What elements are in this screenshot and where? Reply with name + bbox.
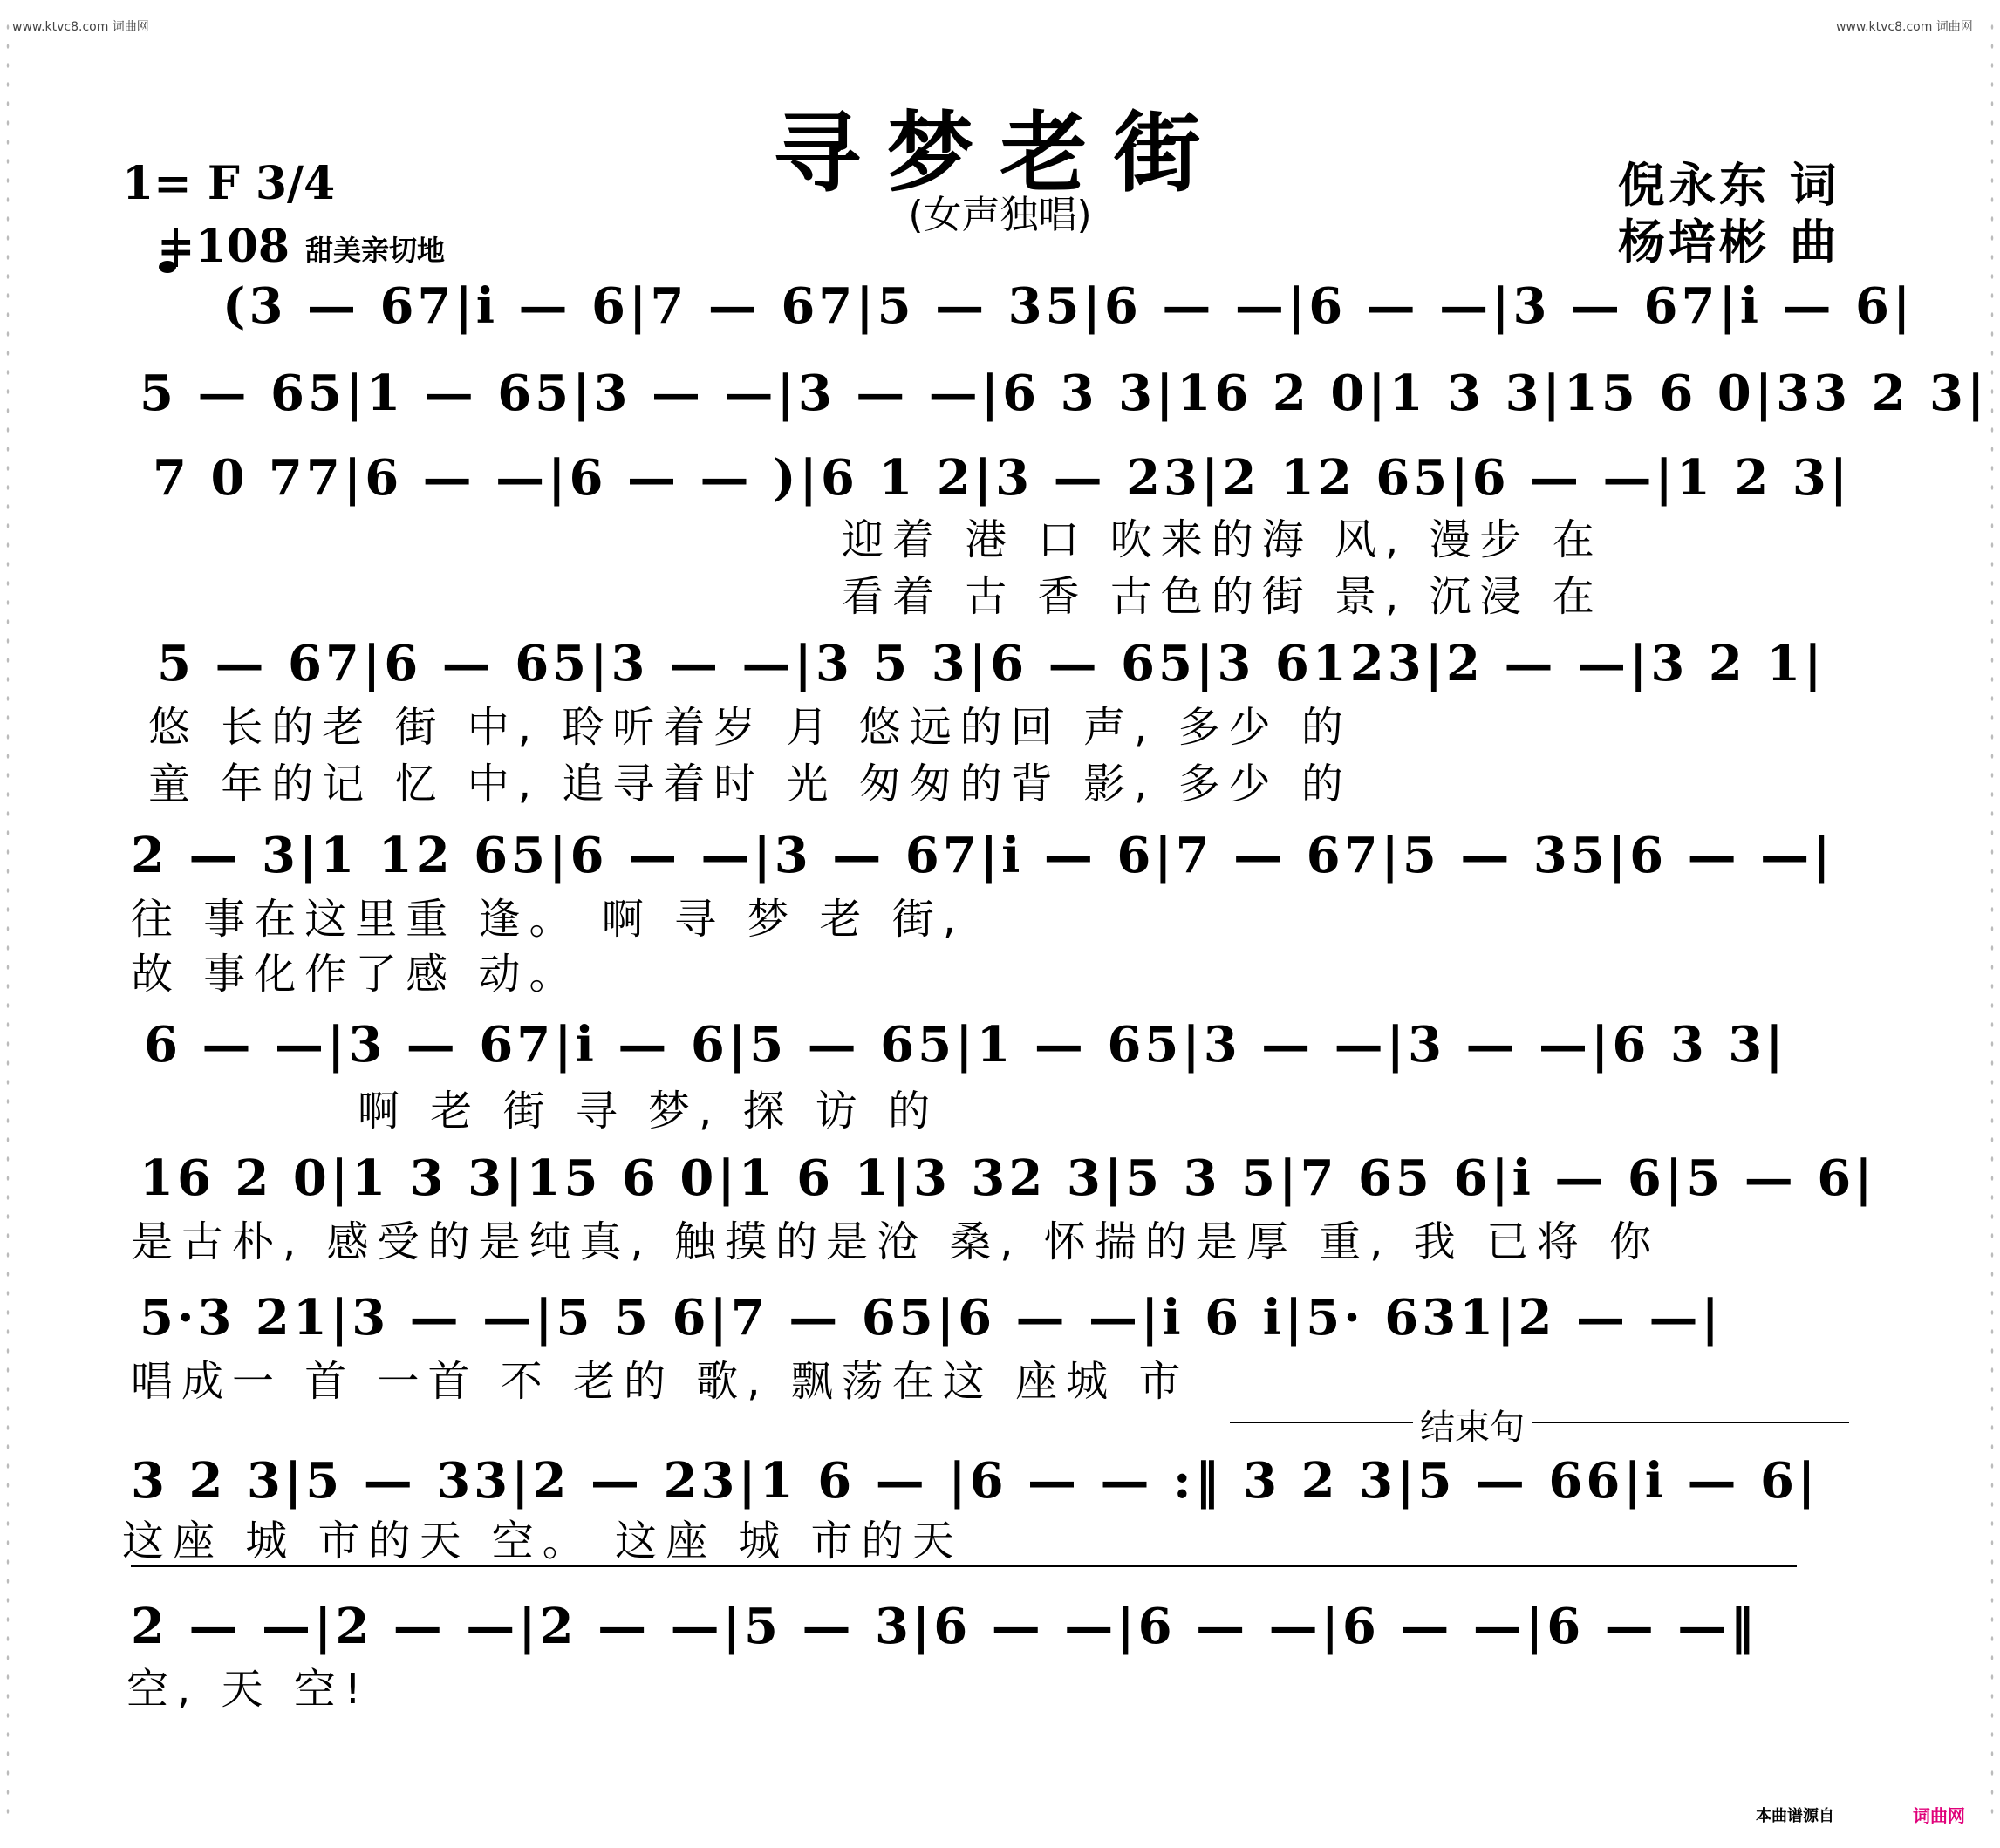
score-line-2: 5 — 65|1 — 65|3 — —|3 — —|6 3 3|16 2 0|1 3 3|15 6 0|33 2 3| — [140, 365, 1989, 422]
song-subtitle: (女声独唱) — [908, 193, 1092, 237]
system-divider-line — [131, 1565, 1797, 1567]
lyrics-line-4-verse-2: 童 年的记 忆 中, 追寻着时 光 匆匆的背 影, 多少 的 — [148, 760, 1352, 808]
right-margin-pattern — [1988, 17, 1997, 1814]
score-line-8: 5·3 21|3 — —|5 5 6|7 — 65|6 — —|i 6 i|5· 631|2 — —| — [140, 1289, 1723, 1347]
composer-credit: 杨培彬 曲 — [1618, 215, 1840, 269]
lyrics-line-5-verse-1: 往 事在这里重 逢。 啊 寻 梦 老 街, — [131, 895, 966, 944]
score-line-6: 6 — —|3 — 67|i — 6|5 — 65|1 — 65|3 — —|3 — —|6 3 3| — [144, 1016, 1787, 1074]
key-signature: 1= F 3/4 — [122, 157, 336, 210]
tempo-marking: =108 — [157, 220, 290, 273]
score-line-9: 3 2 3|5 — 33|2 — 23|1 6 — |6 — — :‖ 3 2 3|5 — 66|i — 6| — [131, 1452, 1819, 1510]
lyrics-line-3-verse-1: 迎着 港 口 吹来的海 风, 漫步 在 — [842, 515, 1603, 564]
expression-marking: 甜美亲切地 — [305, 234, 446, 267]
lyrics-line-9: 这座 城 市的天 空。 这座 城 市的天 — [122, 1517, 963, 1565]
lyrics-line-3-verse-2: 看着 古 香 古色的街 景, 沉浸 在 — [842, 572, 1603, 621]
lyrics-line-4-verse-1: 悠 长的老 街 中, 聆听着岁 月 悠远的回 声, 多少 的 — [148, 703, 1352, 752]
score-line-10: 2 — —|2 — —|2 — —|5 — 3|6 — —|6 — —|6 — —|6 — —‖ — [131, 1598, 1758, 1655]
lyricist-credit: 倪永东 词 — [1618, 158, 1840, 213]
lyrics-line-8: 唱成一 首 一首 不 老的 歌, 飘荡在这 座城 市 — [131, 1357, 1190, 1406]
lyrics-line-7: 是古朴, 感受的是纯真, 触摸的是沧 桑, 怀揣的是厚 重, 我 已将 你 — [131, 1217, 1661, 1266]
score-line-1: (3 — 67|i — 6|7 — 67|5 — 35|6 — —|6 — —|3 — 67|i — 6| — [222, 277, 1915, 335]
score-line-5: 2 — 3|1 12 65|6 — —|3 — 67|i — 6|7 — 67|5 — 35|6 — —| — [131, 827, 1834, 884]
watermark-right: www.ktvc8.com 词曲网 — [1836, 20, 1973, 34]
watermark-left: www.ktvc8.com 词曲网 — [12, 20, 149, 34]
lyrics-line-10: 空, 天 空! — [126, 1665, 371, 1714]
song-title: 寻梦老街 — [773, 101, 1227, 204]
footer-site-logo[interactable]: 词曲网 — [1913, 1805, 1965, 1826]
score-line-3: 7 0 77|6 — —|6 — — )|6 1 2|3 — 23|2 12 65|6 — —|1 2 3| — [153, 449, 1852, 507]
lyrics-line-5-verse-2: 故 事化作了感 动。 — [131, 950, 580, 999]
score-line-7: 16 2 0|1 3 3|15 6 0|1 6 1|3 32 3|5 3 5|7 65 6|i — 6|5 — 6| — [140, 1149, 1876, 1207]
lyrics-line-6: 啊 老 街 寻 梦, 探 访 的 — [358, 1087, 939, 1135]
footer-source-text: 本曲谱源自 — [1756, 1807, 1834, 1825]
ending-divider-line — [1230, 1422, 1849, 1423]
left-margin-pattern — [3, 17, 12, 1814]
ending-label: 结束句 — [1413, 1400, 1532, 1449]
score-line-4: 5 — 67|6 — 65|3 — —|3 5 3|6 — 65|3 6123|2 — —|3 2 1| — [157, 635, 1826, 692]
